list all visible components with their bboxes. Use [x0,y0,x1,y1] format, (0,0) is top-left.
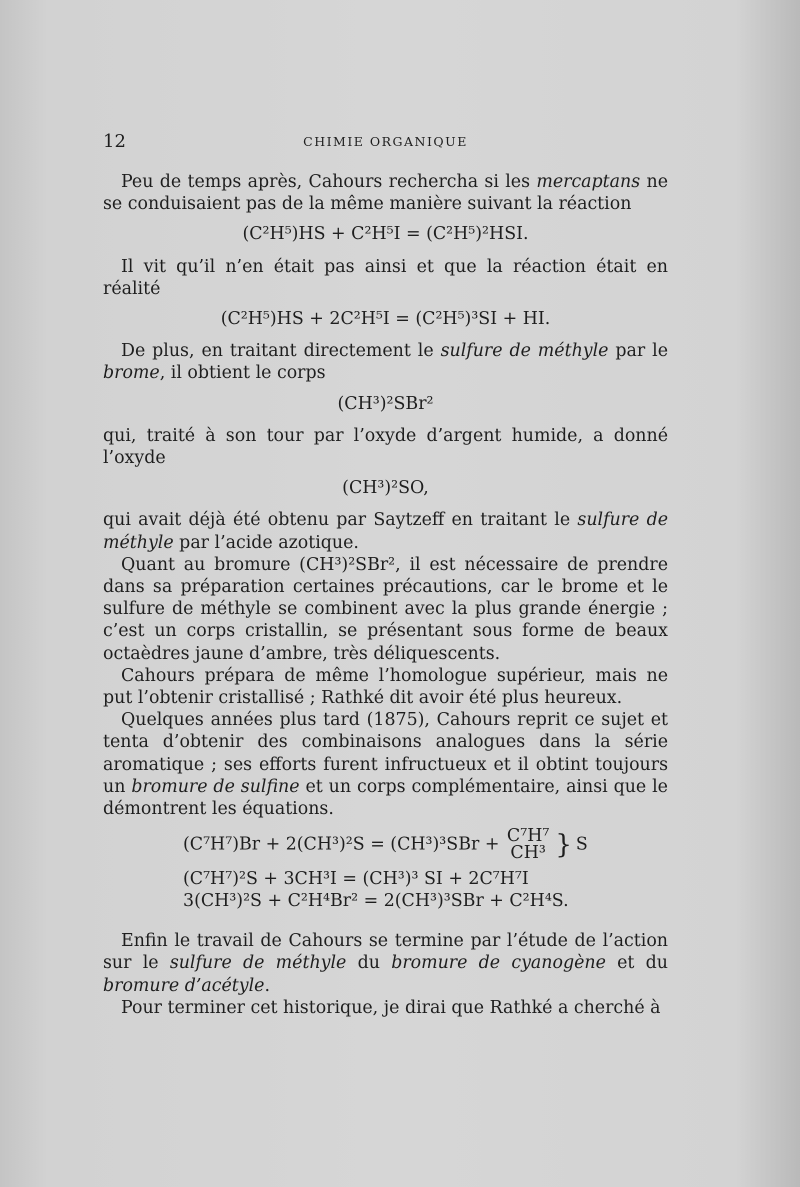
curly-brace: } [555,830,572,861]
equation-1: (C²H⁵)HS + C²H⁵I = (C²H⁵)²HSI. [242,224,529,245]
equation-2: (C²H⁵)HS + 2C²H⁵I = (C²H⁵)³SI + HI. [220,309,551,330]
page-number: 12 [103,131,126,152]
equation-4: (CH³)²SO, [342,478,429,499]
equation-3: (CH³)²SBr² [337,393,434,414]
paragraph-10: Pour terminer cet historique, je dirai que Rathké a cherché à [121,997,661,1018]
equation-b: (C⁷H⁷)²S + 3CH³I = (CH³)³ SI + 2C⁷H⁷I [183,869,529,890]
paragraph-8: Quelques années plus tard (1875), Cahours reprit ce sujet et tenta d’obtenir des combinaisons analogues dans la série aromatique ; ses efforts furent infructueux et il obtint toujours un bromure de sulfine et un corps complémentaire, ainsi que le démontrent les équations. [103,710,668,820]
paragraph-9: Enfin le travail de Cahours se termine par l’étude de l’action sur le sulfure de méthyle du bromure de cyanogène et du bromure d’acétyle. [103,931,669,996]
paragraph-5: qui avait déjà été obtenu par Saytzeff en traitant le sulfure de méthyle par l’acide azotique. [103,510,668,553]
running-title: CHIMIE ORGANIQUE [303,134,468,149]
paragraph-1: Peu de temps après, Cahours rechercha si les mercaptans ne se conduisaient pas de la même manière suivant la réaction [103,172,668,215]
emphasis-mercaptans: mercaptans [536,172,641,192]
page-header [103,131,668,155]
equation-c: 3(CH³)²S + C²H⁴Br² = 2(CH³)³SBr + C²H⁴S. [183,891,569,912]
paragraph-4: qui, traité à son tour par l’oxyde d’argent humide, a donné l’oxyde [103,425,668,469]
equation-a-fraction: C⁷H⁷ CH³ [506,826,550,864]
equation-block [183,828,668,912]
body-text [103,171,668,1019]
paragraph-2: Il vit qu’il n’en était pas ainsi et que la réaction était en réalité [103,256,668,299]
equation-a: (C⁷H⁷)Br + 2(CH³)²S = (CH³)³SBr + C⁷H⁷ CH³ } S [183,826,588,864]
paragraph-7: Cahours prépara de même l’homologue supérieur, mais ne put l’obtenir cristallisé ; Rathké dit avoir été plus heureux. [103,665,668,709]
paragraph-3: De plus, en traitant directement le sulfure de méthyle par le brome, il obtient le corps [103,341,668,384]
paragraph-6: Quant au bromure (CH³)²SBr², il est nécessaire de prendre dans sa préparation certaines précautions, car le brome et le sulfure de méthyle se combinent avec la plus grande énergie ; c’est un corps cristallin, se présentant sous forme de beaux octaèdres jaune d’ambre, très déliquescents. [103,554,668,664]
